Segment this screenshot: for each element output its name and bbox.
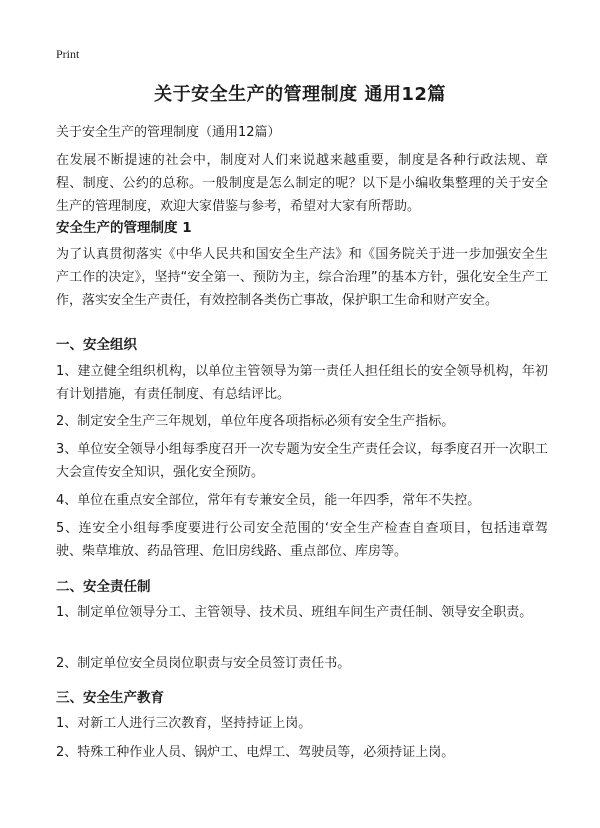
list-item: 1、对新工人进行三次教育，坚持持证上岗。 [56, 716, 312, 731]
list-item: 2、特殊工种作业人员、锅炉工、电焊工、驾驶员等，必须持证上岗。 [56, 745, 455, 760]
heading-safety-organization: 一、安全组织 [56, 337, 137, 353]
list-item: 2、制定单位安全员岗位职责与安全员签订责任书。 [56, 656, 351, 671]
page-title: 关于安全生产的管理制度 通用12篇 [154, 84, 446, 105]
intro-paragraph: 在发展不断提速的社会中，制度对人们来说越来越重要，制度是各种行政法规、章程、制度、公约的总称。一般制度是怎么制定的呢？以下是小编收集整理的关于安全生产的管理制度，欢迎大家借鉴与参考，希望对大家有所帮助。 [56, 153, 548, 214]
heading-safety-education: 三、安全生产教育 [56, 690, 164, 706]
list-item: 3、单位安全领导小组每季度召开一次专题为安全生产责任会议，每季度召开一次职工大会宣传安全知识，强化安全预防。 [56, 442, 548, 480]
list-item: 2、制定安全生产三年规划，单位年度各项指标必须有安全生产指标。 [56, 414, 455, 429]
list-item: 1、制定单位领导分工、主管领导、技术员、班组车间生产责任制、领导安全职责。 [56, 605, 533, 620]
print-link[interactable]: Print [56, 47, 80, 61]
list-item: 5、连安全小组每季度要进行公司安全范围的‘安全生产检查自查项目，包括违章驾驶、柴草堆放、药品管理、危旧房线路、重点部位、库房等。 [56, 521, 548, 559]
section1-paragraph: 为了认真贯彻落实《中华人民共和国安全生产法》和《国务院关于进一步加强安全生产工作的决定》，坚持“安全第一、预防为主，综合治理”的基本方针，强化安全生产工作，落实安全生产责任，有效控制各类伤亡事故，保护职工生命和财产安全。 [56, 247, 548, 308]
list-item: 4、单位在重点安全部位，常年有专兼安全员，能一年四季，常年不失控。 [56, 493, 481, 508]
list-item: 1、建立健全组织机构，以单位主管领导为第一责任人担任组长的安全领导机构，年初有计划措施，有责任制度、有总结评比。 [56, 364, 548, 402]
document-subtitle: 关于安全生产的管理制度（通用12篇） [56, 125, 281, 140]
heading-safety-responsibility: 二、安全责任制 [56, 579, 151, 595]
section-heading-1: 安全生产的管理制度 1 [56, 220, 192, 236]
